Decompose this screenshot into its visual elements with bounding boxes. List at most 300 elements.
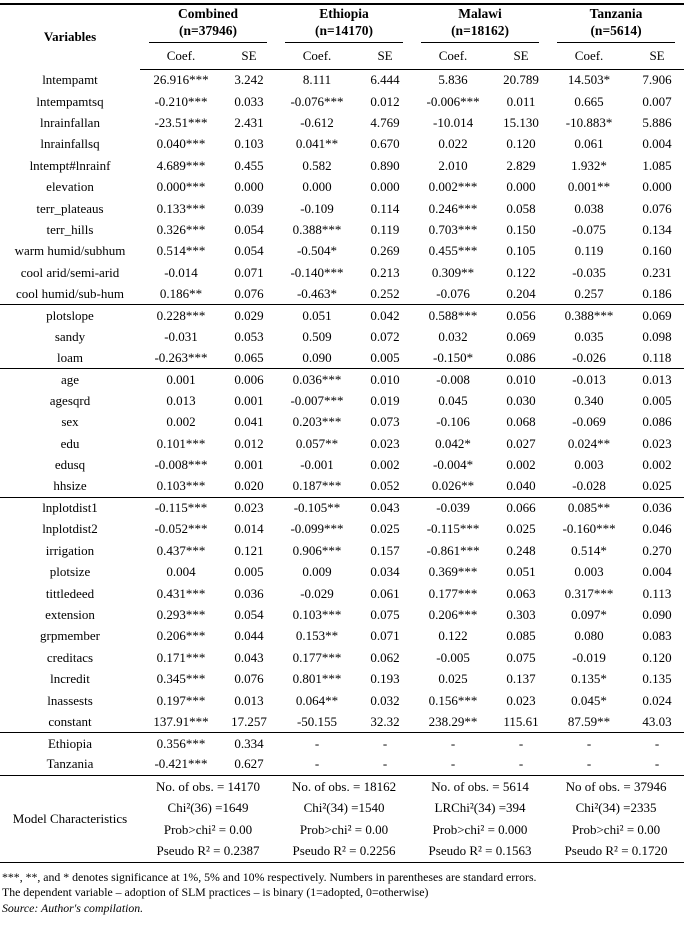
table-row — [0, 155, 684, 176]
se-cell: 0.120 — [642, 649, 672, 665]
se-cell: 0.036 — [234, 585, 264, 601]
se-cell: 5.886 — [642, 114, 672, 130]
table-row — [0, 497, 684, 518]
se-cell: 0.085 — [506, 628, 536, 644]
variable-label: irrigation — [45, 542, 95, 558]
coef-cell: 0.153** — [295, 628, 339, 644]
table-row — [0, 754, 684, 775]
coef-cell: 0.665 — [574, 93, 604, 109]
se-header-ethiopia: SE — [358, 43, 412, 70]
se-cell: 0.103 — [234, 136, 264, 152]
se-cell: 0.071 — [370, 628, 400, 644]
se-cell: 0.071 — [234, 264, 264, 280]
table-row — [0, 690, 684, 711]
variable-label: elevation — [46, 179, 94, 195]
coef-cell: 0.356*** — [140, 733, 222, 754]
se-cell: 0.039 — [234, 200, 264, 216]
group-n-malawi: (n=18162) — [451, 23, 510, 38]
coef-cell: 0.388*** — [292, 221, 342, 237]
coef-cell: 0.197*** — [156, 692, 206, 708]
variable-label: agesqrd — [49, 393, 91, 409]
coef-header-ethiopia: Coef. — [276, 43, 358, 70]
coef-cell: -0.421*** — [154, 756, 208, 772]
se-cell: 0.054 — [234, 243, 264, 259]
coef-cell: 0.103*** — [292, 606, 342, 622]
table-row — [0, 668, 684, 689]
se-cell: 0.075 — [506, 649, 536, 665]
se-cell: 0.010 — [494, 369, 548, 390]
model-stat-line: Prob>chi² = 0.00 — [571, 821, 661, 837]
se-cell: 0.062 — [370, 649, 400, 665]
se-cell: 0.248 — [506, 542, 536, 558]
coef-cell: -0.001 — [300, 457, 334, 473]
coef-cell: 0.317*** — [564, 585, 614, 601]
se-cell: 0.044 — [234, 628, 264, 644]
coef-cell: -10.014 — [432, 114, 474, 130]
se-cell: 0.012 — [234, 435, 264, 451]
coef-cell: 0.206*** — [156, 628, 206, 644]
se-cell: 2.829 — [506, 157, 536, 173]
coef-cell: -0.013 — [548, 369, 630, 390]
table-row — [0, 583, 684, 604]
coef-cell: -0.039 — [412, 497, 494, 518]
se-cell: 0.013 — [630, 369, 684, 390]
model-stat-line: Pseudo R² = 0.2387 — [156, 843, 260, 859]
coef-cell: -0.069 — [572, 414, 606, 430]
coef-cell: 5.836 — [438, 72, 468, 88]
coef-cell: 0.156*** — [428, 692, 478, 708]
coef-cell: 0.000 — [302, 179, 332, 195]
model-stat-line: Pseudo R² = 0.2256 — [292, 843, 396, 859]
variable-label: lnplotdist2 — [42, 521, 98, 537]
se-cell: 0.000 — [642, 179, 672, 195]
coef-cell: 0.003 — [574, 564, 604, 580]
coef-cell: -0.115*** — [426, 521, 480, 537]
coef-cell: 0.001 — [140, 369, 222, 390]
se-cell: 0.000 — [506, 179, 536, 195]
table-row — [0, 519, 684, 540]
coef-cell: 8.111 — [302, 72, 332, 88]
coef-cell: 1.932* — [571, 157, 607, 173]
coef-cell: 0.206*** — [428, 606, 478, 622]
se-cell: 0.193 — [370, 671, 400, 687]
group-name-ethiopia: Ethiopia — [319, 6, 369, 21]
coef-cell: 0.431*** — [156, 585, 206, 601]
se-cell: 0.061 — [370, 585, 400, 601]
footnote-significance: ***, **, and * denotes significance at 1%, 5% and 10% respectively. Numbers in parentheses are standard errors. — [2, 869, 537, 884]
variable-label: sandy — [54, 328, 86, 344]
table-row — [0, 176, 684, 197]
coef-cell: -50.155 — [296, 713, 338, 729]
coef-cell: -0.026 — [572, 350, 606, 366]
coef-cell: 14.503* — [567, 72, 611, 88]
se-cell: 0.024 — [642, 692, 672, 708]
se-cell: 0.054 — [234, 221, 264, 237]
coef-cell: 0.455*** — [428, 243, 478, 259]
table-body — [0, 70, 684, 863]
coef-cell: 2.010 — [438, 157, 468, 173]
se-cell: - — [382, 756, 388, 772]
table-row — [0, 604, 684, 625]
table-row — [0, 412, 684, 433]
se-cell: 0.114 — [370, 200, 400, 216]
se-cell: 0.007 — [642, 93, 672, 109]
se-cell: 0.002 — [370, 457, 400, 473]
coef-cell: 0.035 — [574, 328, 604, 344]
model-stat-line: Chi²(36) =1649 — [167, 800, 249, 816]
se-cell: 0.063 — [506, 585, 536, 601]
se-cell: 0.034 — [370, 564, 400, 580]
coef-cell: 0.119 — [574, 243, 604, 259]
variable-label: plotsize — [49, 564, 91, 580]
se-cell: 20.789 — [503, 72, 539, 88]
coef-cell: -0.504* — [296, 243, 338, 259]
variable-label: Ethiopia — [0, 733, 140, 754]
table-row — [0, 112, 684, 133]
coef-cell: -0.007*** — [290, 393, 344, 409]
variable-label: warm humid/subhum — [14, 243, 126, 259]
coef-cell: 0.004 — [166, 564, 196, 580]
coef-cell: 137.91*** — [153, 713, 209, 729]
header-row-groups — [0, 4, 684, 43]
coef-cell: 0.388*** — [548, 305, 630, 326]
table-row — [0, 305, 684, 326]
group-header-malawi-inner — [421, 5, 539, 43]
se-cell: 0.013 — [234, 692, 264, 708]
se-cell: 0.019 — [370, 393, 400, 409]
group-header-malawi — [412, 4, 548, 43]
variable-label: edusq — [54, 457, 86, 473]
variable-label: lntempamtsq — [36, 93, 104, 109]
se-cell: 0.150 — [506, 221, 536, 237]
se-cell: 0.023 — [642, 435, 672, 451]
se-cell: 3.242 — [234, 72, 264, 88]
coef-cell: -0.004* — [432, 457, 474, 473]
coef-cell: -0.099*** — [290, 521, 344, 537]
se-cell: 0.157 — [370, 542, 400, 558]
coef-cell: -0.140*** — [290, 264, 344, 280]
footnotes — [0, 870, 684, 917]
coef-cell: 0.002 — [166, 414, 196, 430]
table-row — [0, 540, 684, 561]
coef-cell: -0.076 — [436, 285, 470, 301]
variable-label: extension — [45, 606, 95, 622]
se-cell: 0.066 — [494, 497, 548, 518]
model-stat-line: Chi²(34) =1540 — [303, 800, 385, 816]
se-cell: 0.098 — [642, 328, 672, 344]
se-cell: - — [630, 733, 684, 754]
coef-cell: 0.437*** — [156, 542, 206, 558]
coef-cell: 0.022 — [438, 136, 468, 152]
coef-cell: 0.064** — [295, 692, 339, 708]
coef-cell: -0.029 — [300, 585, 334, 601]
model-stat-line: No. of obs. = 18162 — [291, 778, 397, 794]
coef-cell: 0.309** — [431, 264, 475, 280]
table-row — [0, 476, 684, 497]
se-cell: 0.002 — [642, 457, 672, 473]
coef-cell: -0.006*** — [426, 93, 480, 109]
coef-cell: - — [412, 733, 494, 754]
model-stat-line: Chi²(34) =2335 — [575, 800, 657, 816]
coef-cell: -0.031 — [164, 328, 198, 344]
se-cell: 0.053 — [234, 328, 264, 344]
se-cell: 0.011 — [506, 93, 536, 109]
se-cell: 0.056 — [494, 305, 548, 326]
coef-cell: 0.097* — [571, 606, 607, 622]
se-cell: 0.455 — [234, 157, 264, 173]
se-cell: 0.025 — [642, 478, 672, 494]
variable-label: sex — [61, 414, 79, 430]
se-cell: 0.036 — [630, 497, 684, 518]
variable-label: cool humid/sub-hum — [16, 285, 124, 301]
variable-label: cool arid/semi-arid — [20, 264, 120, 280]
coef-cell: 0.061 — [574, 136, 604, 152]
footnote-source: Source: Author's compilation. — [2, 900, 144, 915]
variable-label: lnplotdist1 — [0, 497, 140, 518]
se-cell: 0.046 — [642, 521, 672, 537]
se-cell: 0.076 — [234, 285, 264, 301]
se-cell: 0.051 — [506, 564, 536, 580]
table-row — [0, 241, 684, 262]
coef-cell: 0.703*** — [428, 221, 478, 237]
coef-cell: 0.177*** — [292, 649, 342, 665]
se-cell: 7.906 — [642, 72, 672, 88]
se-cell: 0.121 — [234, 542, 264, 558]
coef-cell: 0.057** — [295, 435, 339, 451]
coef-cell: 0.042* — [435, 435, 471, 451]
coef-cell: 0.025 — [438, 671, 468, 687]
coef-cell: 0.186** — [159, 285, 203, 301]
variable-label: lnrainfallsq — [40, 136, 100, 152]
se-cell: 0.072 — [370, 328, 400, 344]
coef-cell: -0.008 — [412, 369, 494, 390]
se-cell: 0.204 — [506, 285, 536, 301]
se-cell: 0.890 — [370, 157, 400, 173]
se-cell: 0.105 — [506, 243, 536, 259]
se-cell: 0.001 — [234, 457, 264, 473]
se-cell: 115.61 — [503, 713, 539, 729]
table-row — [0, 711, 684, 732]
se-cell: - — [494, 733, 548, 754]
variable-label: lntempt#lnrainf — [29, 157, 111, 173]
se-cell: 0.231 — [642, 264, 672, 280]
coef-cell: -0.861*** — [426, 542, 480, 558]
group-header-ethiopia — [276, 4, 412, 43]
se-header-malawi: SE — [494, 43, 548, 70]
table-row — [0, 390, 684, 411]
se-cell: 1.085 — [642, 157, 672, 173]
coef-cell: 0.514* — [571, 542, 607, 558]
variable-label: age — [0, 369, 140, 390]
coef-cell: 0.801*** — [292, 671, 342, 687]
se-header-tanzania: SE — [630, 43, 684, 70]
coef-cell: 0.135* — [571, 671, 607, 687]
se-cell: 0.043 — [358, 497, 412, 518]
se-cell: 0.020 — [234, 478, 264, 494]
se-cell: - — [358, 733, 412, 754]
se-cell: 0.252 — [370, 285, 400, 301]
group-header-tanzania — [548, 4, 684, 43]
coef-cell: 0.001** — [567, 179, 611, 195]
coef-cell: 0.038 — [574, 200, 604, 216]
coef-cell: 0.002*** — [428, 179, 478, 195]
se-cell: 0.032 — [370, 692, 400, 708]
se-cell: 0.000 — [370, 179, 400, 195]
coef-cell: 0.051 — [276, 305, 358, 326]
coef-cell: 0.026** — [431, 478, 475, 494]
coef-cell: 0.133*** — [156, 200, 206, 216]
se-cell: 0.122 — [506, 264, 536, 280]
variable-label: loam — [57, 350, 83, 366]
se-cell: 43.03 — [642, 713, 672, 729]
coef-cell: -0.052*** — [154, 521, 208, 537]
variable-label: lnrainfallan — [40, 114, 100, 130]
model-stats-cell — [412, 775, 548, 862]
coef-cell: -0.076*** — [290, 93, 344, 109]
table-row — [0, 326, 684, 347]
se-cell: 0.005 — [234, 564, 264, 580]
se-cell: 0.002 — [506, 457, 536, 473]
coef-cell: 0.090 — [302, 350, 332, 366]
coef-cell: 0.041** — [295, 136, 339, 152]
variable-label: plotslope — [0, 305, 140, 326]
se-cell: 0.118 — [642, 350, 672, 366]
variable-label: lntempamt — [42, 72, 98, 88]
se-cell: 0.010 — [358, 369, 412, 390]
coef-cell: 0.514*** — [156, 243, 206, 259]
table-row — [0, 733, 684, 754]
table-row — [0, 369, 684, 390]
table-row — [0, 219, 684, 240]
group-name-combined: Combined — [178, 6, 239, 21]
coef-cell: -0.109 — [300, 200, 334, 216]
model-stat-line: Prob>chi² = 0.00 — [299, 821, 389, 837]
se-cell: 0.029 — [222, 305, 276, 326]
coef-cell: 0.103*** — [156, 478, 206, 494]
se-cell: 0.005 — [642, 393, 672, 409]
coef-cell: -0.005 — [436, 649, 470, 665]
coef-cell: 0.085** — [548, 497, 630, 518]
group-n-tanzania: (n=5614) — [590, 23, 642, 38]
coef-cell: 0.582 — [302, 157, 332, 173]
se-header-combined: SE — [222, 43, 276, 70]
footnote-dependent-variable: The dependent variable – adoption of SLM practices – is binary (1=adopted, 0=otherwise) — [2, 885, 429, 900]
se-cell: 0.160 — [642, 243, 672, 259]
coef-cell: 0.101*** — [156, 435, 206, 451]
se-cell: 0.006 — [222, 369, 276, 390]
coef-cell: 238.29** — [428, 713, 478, 729]
variable-label: terr_plateaus — [36, 200, 104, 216]
se-cell: 0.030 — [506, 393, 536, 409]
coef-cell: 0.122 — [438, 628, 468, 644]
se-cell: 0.023 — [222, 497, 276, 518]
model-stat-line: No. of obs. = 14170 — [155, 778, 261, 794]
se-cell: 0.042 — [358, 305, 412, 326]
coef-cell: 0.340 — [574, 393, 604, 409]
se-cell: - — [518, 756, 524, 772]
coef-cell: 0.369*** — [428, 564, 478, 580]
model-characteristics-row — [0, 775, 684, 862]
coef-cell: 0.187*** — [292, 478, 342, 494]
coef-cell: 26.916*** — [153, 72, 209, 88]
coef-cell: 4.689*** — [156, 157, 206, 173]
se-cell: 32.32 — [370, 713, 400, 729]
se-cell: 0.075 — [370, 606, 400, 622]
coef-cell: 0.326*** — [156, 221, 206, 237]
coef-cell: 0.588*** — [412, 305, 494, 326]
coef-cell: 0.203*** — [292, 414, 342, 430]
se-cell: 0.076 — [234, 671, 264, 687]
coef-cell: -0.028 — [572, 478, 606, 494]
coef-header-tanzania: Coef. — [548, 43, 630, 70]
se-cell: 0.134 — [642, 221, 672, 237]
se-cell: 4.769 — [370, 114, 400, 130]
se-cell: 0.119 — [370, 221, 400, 237]
coef-cell: - — [314, 756, 320, 772]
se-cell: 0.004 — [642, 136, 672, 152]
results-table — [0, 3, 684, 863]
group-header-combined-inner — [149, 5, 267, 43]
table-row — [0, 647, 684, 668]
coef-cell: 0.906*** — [292, 542, 342, 558]
coef-cell: 0.009 — [302, 564, 332, 580]
coef-cell: 0.013 — [166, 393, 196, 409]
group-header-combined — [140, 4, 276, 43]
coef-cell: 0.024** — [567, 435, 611, 451]
coef-cell: -0.035 — [572, 264, 606, 280]
table-row — [0, 91, 684, 112]
se-cell: 0.069 — [506, 328, 536, 344]
table-row — [0, 134, 684, 155]
coef-cell: -10.883* — [565, 114, 613, 130]
model-stats-cell — [140, 775, 276, 862]
coef-cell: 0.080 — [574, 628, 604, 644]
variable-label: lnassests — [47, 692, 93, 708]
se-cell: 0.334 — [222, 733, 276, 754]
se-cell: 0.083 — [642, 628, 672, 644]
table-row — [0, 70, 684, 91]
coef-cell: 0.257 — [574, 285, 604, 301]
coef-cell: -0.008*** — [154, 457, 208, 473]
coef-cell: -23.51*** — [154, 114, 208, 130]
se-cell: 15.130 — [503, 114, 539, 130]
se-cell: 0.069 — [630, 305, 684, 326]
model-stats-cell — [548, 775, 684, 862]
coef-cell: 87.59** — [567, 713, 611, 729]
coef-cell: 0.228*** — [140, 305, 222, 326]
variable-label: hhsize — [53, 478, 87, 494]
model-stat-line: Pseudo R² = 0.1563 — [428, 843, 532, 859]
se-cell: 0.027 — [506, 435, 536, 451]
variable-label: grpmember — [40, 628, 100, 644]
coef-cell: 0.045* — [571, 692, 607, 708]
se-cell: 0.627 — [234, 756, 264, 772]
se-cell: 0.065 — [234, 350, 264, 366]
variable-label: lncredit — [50, 671, 90, 687]
coef-cell: - — [450, 756, 456, 772]
coef-cell: -0.115*** — [140, 497, 222, 518]
se-cell: 0.033 — [234, 93, 264, 109]
table-row — [0, 455, 684, 476]
variable-label: Tanzania — [46, 756, 94, 772]
model-stat-line: No of obs. = 37946 — [565, 778, 667, 794]
se-cell: 0.054 — [234, 606, 264, 622]
se-cell: 17.257 — [231, 713, 267, 729]
model-characteristics-label: Model Characteristics — [0, 775, 140, 862]
se-cell: 0.023 — [370, 435, 400, 451]
se-cell: 0.023 — [506, 692, 536, 708]
coef-cell: -0.105** — [276, 497, 358, 518]
